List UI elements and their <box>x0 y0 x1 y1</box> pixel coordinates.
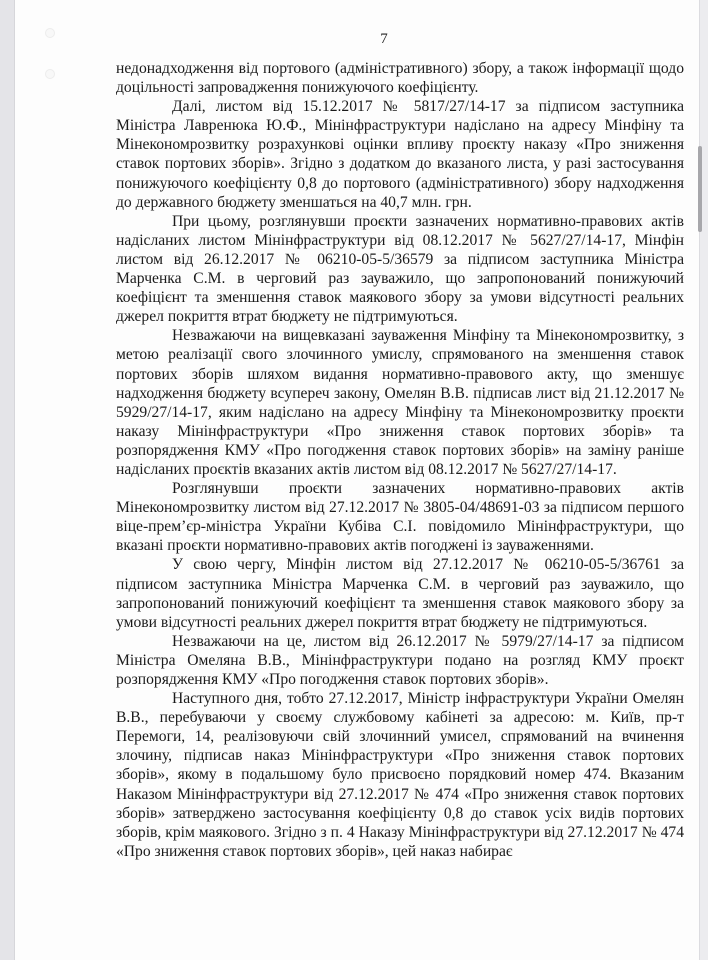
page-number: 7 <box>380 31 388 47</box>
paragraph: При цьому, розглянувши проєкти зазначених нормативно-правових актів надісланих листом Мінінфраструктури від 08.12.2017 № 5627/27/14-17, Мінфін листом від 26.12.2017 № 06210-05-5/36579 за підписом заступника Міністра Марченка С.М. в черговий раз зауважило, що запропонований понижуючий коефіцієнт та зменшення ставок маякового збору за умови відсутності реальних джерел покриття втрат бюджету не підтримуються. <box>116 212 684 326</box>
paragraph: Розглянувши проєкти зазначених нормативно-правових актів Мінекономрозвитку листом від 27.12.2017 № 3805-04/48691-03 за підписом першого віце-прем’єр-міністра України Кубіва С.І. повідомило Мінінфраструктури, що вказані проєкти нормативно-правових актів погоджені із зауваженнями. <box>116 480 684 555</box>
scrollbar-track[interactable] <box>699 0 708 960</box>
paragraph: Наступного дня, тобто 27.12.2017, Міністр інфраструктури України Омелян В.В., перебуваючи у своєму службовому кабінеті за адресою: м. Київ, пр-т Перемоги, 14, реалізовуючи свій злочинний умисел, спрямований на вчинення злочину, підписав наказ Мінінфраструктури «Про зниження ставок портових зборів», якому в подальшому було присвоєно порядковий номер 474. Вказаним Наказом Мінінфраструктури від 27.12.2017 № 474 «Про зниження ставок портових зборів» затверджено застосування коефіцієнту 0,8 до ставок усіх видів портових зборів, крім маякового. Згідно з п. 4 Наказу Мінінфраструктури від 27.12.2017 № 474 «Про зниження ставок портових зборів», цей наказ набирає <box>116 690 684 860</box>
paragraph: Незважаючи на це, листом від 26.12.2017 № 5979/27/14-17 за підписом Міністра Омеляна В.В., Мінінфраструктури подано на розгляд КМУ проєкт розпорядження КМУ «Про погодження ставок портових зборів». <box>116 632 684 688</box>
viewer-left-margin <box>0 0 15 960</box>
scrollbar-thumb[interactable] <box>698 146 702 232</box>
paragraph: Незважаючи на вищевказані зауваження Мінфіну та Мінекономрозвитку, з метою реалізації свого злочинного умислу, спрямованого на зменшення ставок портових зборів шляхом видання нормативно-правового акту, що зменшує надходження бюджету всупереч закону, Омелян В.В. підписав лист від 21.12.2017 № 5929/27/14-17, яким надіслано на адресу Мінфіну та Мінекономрозвитку проєкти наказу Мінінфраструктури «Про зниження ставок портових зборів» та розпорядження КМУ «Про погодження ставок портових зборів» на заміну раніше надісланих проєктів вказаних актів листом від 08.12.2017 № 5627/27/14-17. <box>116 327 684 478</box>
document-body <box>116 59 684 861</box>
paragraph: недонадходження від портового (адміністративного) збору, а також інформації щодо доцільності запровадження понижуючого коефіцієнту. <box>116 60 684 97</box>
paragraph: У свою чергу, Мінфін листом від 27.12.2017 № 06210-05-5/36761 за підписом заступника Міністра Марченка С.М. в черговий раз зауважило, що запропонований понижуючий коефіцієнт та зменшення ставок маякового збору за умови відсутності реальних джерел покриття втрат бюджету не підтримуються. <box>116 556 684 631</box>
paragraph: Далі, листом від 15.12.2017 № 5817/27/14-17 за підписом заступника Міністра Лавренюка Ю.Ф., Мінінфраструктури надіслано на адресу Мінфіну та Мінекономрозвитку розрахункові оцінки впливу проєкту наказу «Про зниження ставок портових зборів». Згідно з додатком до вказаного листа, у разі застосування понижуючого коефіцієнту 0,8 до портового (адміністративного) збору надходження до державного бюджету зменшаться на 40,7 млн. грн. <box>116 98 684 211</box>
punch-hole-mark <box>45 69 55 79</box>
